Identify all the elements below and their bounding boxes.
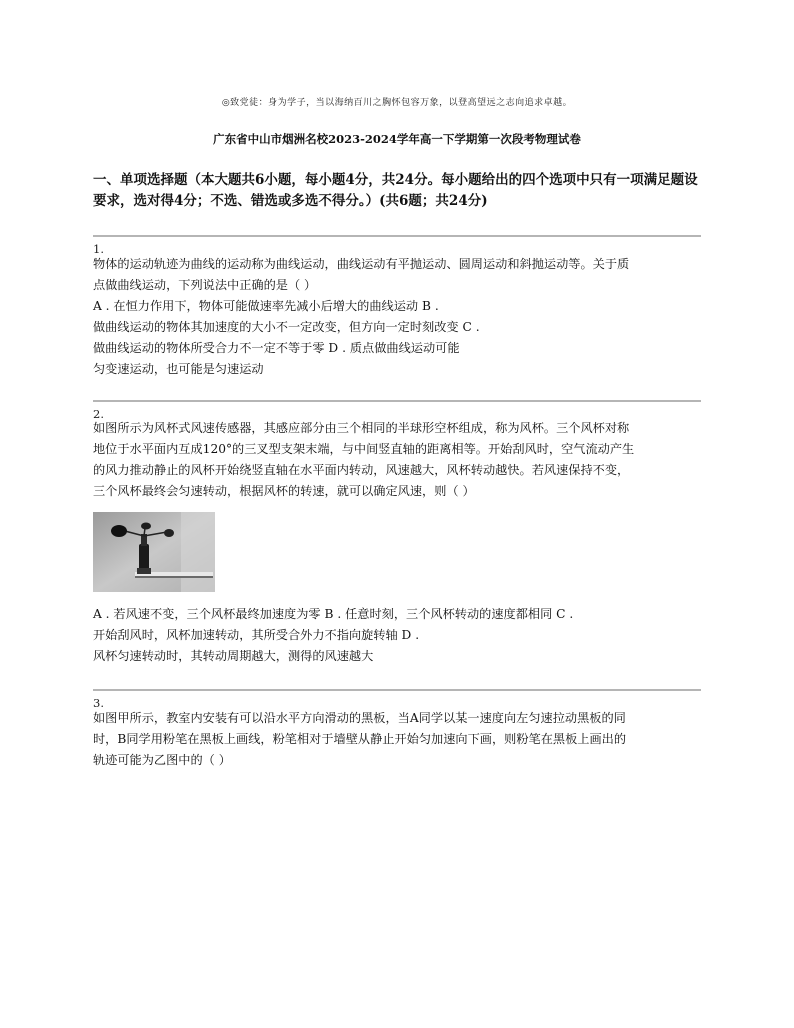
question-3-line: 如图甲所示，教室内安装有可以沿水平方向滑动的黑板，当A同学以某一速度向左匀速拉动黑板的同 [93,711,626,725]
question-2-line: 如图所示为风杯式风速传感器，其感应部分由三个相同的半球形空杯组成，称为风杯。三个风杯对称 [93,421,630,435]
question-3-divider [93,689,701,691]
question-2-divider [93,400,701,402]
question-2-line: 地位于水平面内互成120°的三叉型支架末端，与中间竖直轴的距离相等。开始刮风时，空气流动产生 [93,442,635,456]
question-2-option-line: A . 若风速不变，三个风杯最终加速度为零 B . 任意时刻，三个风杯转动的速度都相同 C . [93,607,574,621]
header-motto: ◎致党徒：身为学子，当以海纳百川之胸怀包容万象，以登高望远之志向追求卓越。 [221,98,573,108]
question-1-divider [93,235,701,237]
question-1-body [93,254,705,380]
question-1-line: 点做曲线运动，下列说法中正确的是（ ） [93,278,317,292]
question-1-number: 1. [93,242,104,256]
question-1-line: A . 在恒力作用下，物体可能做速率先减小后增大的曲线运动 B . [93,299,439,313]
question-2-line: 的风力推动静止的风杯开始绕竖直轴在水平面内转动，风速越大，风杯转动越快。若风速保持不变， [93,463,630,477]
question-1-line: 物体的运动轨迹为曲线的运动称为曲线运动，曲线运动有平抛运动、圆周运动和斜抛运动等。关于质 [93,257,630,271]
page-title: 广东省中山市烟洲名校2023-2024学年高一下学期第一次段考物理试卷 [213,132,581,146]
section-heading [93,170,705,212]
question-2-option-line: 风杯匀速转动时，其转动周期越大，测得的风速越大 [93,649,374,663]
section-heading-line-2: 要求，选对得4分；不选、错选或多选不得分。）(共6题；共24分) [93,193,488,209]
section-heading-line-1: 一、单项选择题（本大题共6小题，每小题4分，共24分。每小题给出的四个选项中只有一项满足题设 [93,172,698,188]
question-1-line: 匀变速运动，也可能是匀速运动 [93,362,264,376]
question-3-body [93,708,705,771]
question-3-number: 3. [93,696,104,710]
question-1-line: 做曲线运动的物体所受合力不一定不等于零 D . 质点做曲线运动可能 [93,341,460,355]
question-2-line: 三个风杯最终会匀速转动，根据风杯的转速，就可以确定风速，则（ ） [93,484,475,498]
anemometer-photo [93,512,215,592]
question-2-body [93,418,705,502]
question-1-line: 做曲线运动的物体其加速度的大小不一定改变，但方向一定时刻改变 C . [93,320,480,334]
question-3-line: 轨迹可能为乙图中的（ ） [93,753,231,767]
question-3-line: 时，B同学用粉笔在黑板上画线，粉笔相对于墙壁从静止开始匀加速向下画，则粉笔在黑板上画出的 [93,732,627,746]
question-2-options [93,604,705,667]
question-2-option-line: 开始刮风时，风杯加速转动，其所受合外力不指向旋转轴 D . [93,628,420,642]
question-2-number: 2. [93,407,104,421]
